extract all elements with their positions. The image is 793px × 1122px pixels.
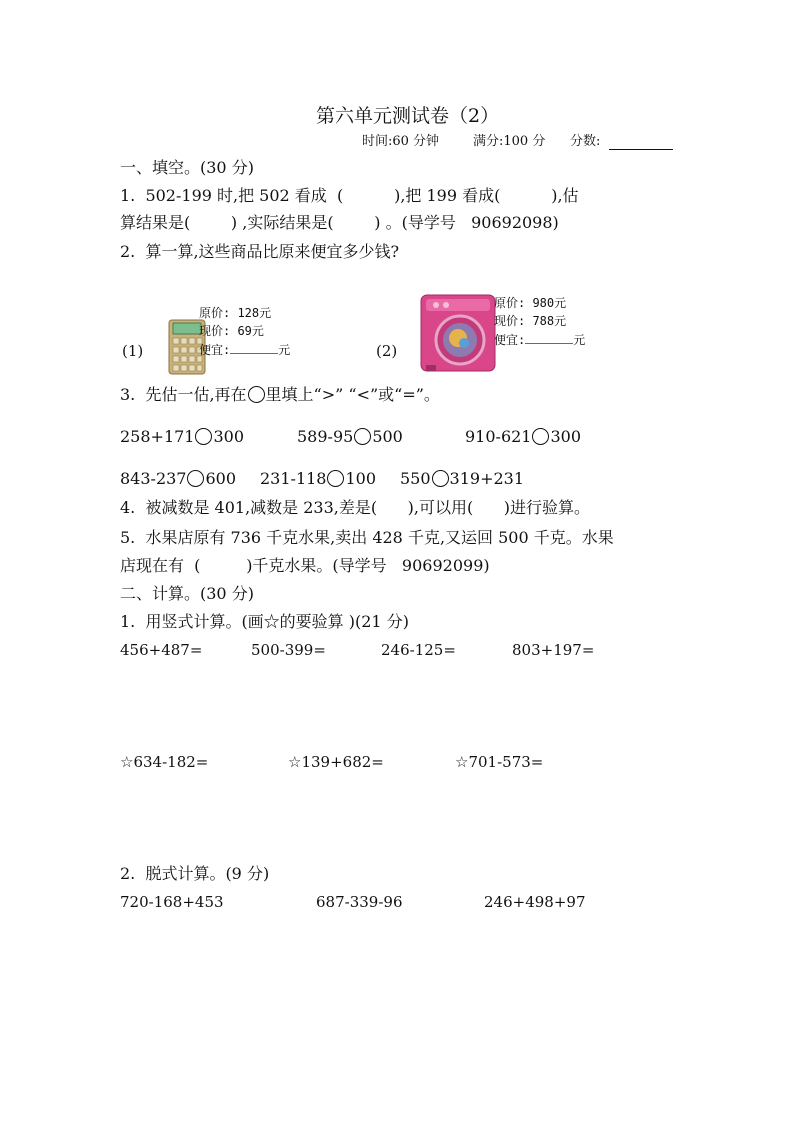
calculator-toy-image	[158, 300, 196, 356]
question-5-line-1: 5. 水果店原有 736 千克水果,卖出 428 千克,又运回 500 千克。水果	[120, 528, 614, 547]
compare-left: 258+171	[120, 427, 195, 446]
score-label: 分数:	[570, 134, 601, 149]
compare-circle-icon[interactable]	[532, 428, 549, 445]
item-1-original-price: 原价: 128元	[199, 306, 272, 320]
item-2-answer-blank[interactable]	[525, 331, 573, 344]
item-1-answer-blank[interactable]	[230, 341, 278, 354]
section-2-heading: 二、计算。(30 分)	[120, 584, 254, 603]
compare-circle-icon[interactable]	[432, 470, 449, 487]
page-title: 第六单元测试卷（2）	[316, 105, 500, 127]
vertical-calc-problem: 456+487=	[120, 641, 203, 659]
compare-item	[120, 469, 236, 489]
compare-item	[260, 469, 376, 489]
question-4: 4. 被减数是 401,减数是 233,差是( ),可以用( )进行验算。	[120, 498, 590, 517]
item-2-unit: 元	[573, 333, 586, 347]
compare-item	[120, 427, 244, 447]
compare-left: 589-95	[297, 427, 354, 446]
item-2-savings-label: 便宜:	[494, 333, 526, 347]
compare-item	[400, 469, 524, 489]
compare-circle-icon[interactable]	[354, 428, 371, 445]
compare-circle-icon[interactable]	[195, 428, 212, 445]
compare-right: 100	[345, 469, 377, 488]
compare-circle-icon	[248, 386, 265, 403]
stepwise-calc-problem: 687-339-96	[316, 893, 403, 911]
vertical-calc-check-problem: ☆634-182=	[120, 753, 209, 771]
item-2-number: (2)	[376, 342, 398, 360]
section-2-sub-1: 1. 用竖式计算。(画☆的要验算 )(21 分)	[120, 612, 409, 631]
question-3-suffix: 里填上“>” “<”或“=”。	[265, 385, 440, 404]
full-score: 满分:100 分	[473, 134, 546, 149]
item-1-number: (1)	[122, 342, 144, 360]
question-5-line-2: 店现在有 ( )千克水果。(导学号 90692099)	[120, 556, 490, 575]
compare-left: 843-237	[120, 469, 187, 488]
question-2: 2. 算一算,这些商品比原来便宜多少钱?	[120, 242, 400, 261]
score-blank[interactable]	[609, 149, 673, 150]
item-1-savings	[199, 341, 290, 359]
item-2-original-price: 原价: 980元	[494, 296, 567, 310]
compare-left: 231-118	[260, 469, 327, 488]
washing-machine-toy-image	[408, 274, 490, 356]
exam-time: 时间:60 分钟	[362, 134, 440, 149]
item-2-savings	[494, 331, 585, 349]
compare-right: 500	[372, 427, 403, 446]
vertical-calc-problem: 803+197=	[512, 641, 595, 659]
item-2-current-price: 现价: 788元	[494, 314, 567, 328]
vertical-calc-problem: 246-125=	[381, 641, 456, 659]
compare-circle-icon[interactable]	[187, 470, 204, 487]
compare-circle-icon[interactable]	[327, 470, 344, 487]
item-1-savings-label: 便宜:	[199, 343, 231, 357]
compare-right: 300	[550, 427, 582, 446]
compare-item	[465, 427, 581, 447]
vertical-calc-problem: 500-399=	[251, 641, 326, 659]
question-3	[120, 385, 440, 405]
item-1-unit: 元	[278, 343, 291, 357]
item-1-current-price: 现价: 69元	[199, 324, 264, 338]
compare-right: 319+231	[449, 469, 525, 488]
vertical-calc-check-problem: ☆139+682=	[288, 753, 384, 771]
compare-right: 600	[205, 469, 237, 488]
compare-right: 300	[213, 427, 245, 446]
compare-item	[297, 427, 403, 447]
question-1-line-2: 算结果是( ) ,实际结果是( ) 。(导学号 90692098)	[120, 213, 559, 232]
section-2-sub-2: 2. 脱式计算。(9 分)	[120, 864, 270, 883]
section-1-heading: 一、填空。(30 分)	[120, 158, 254, 177]
compare-left: 910-621	[465, 427, 532, 446]
question-1-line-1: 1. 502-199 时,把 502 看成 ( ),把 199 看成( ),估	[120, 186, 579, 205]
stepwise-calc-problem: 720-168+453	[120, 893, 224, 911]
compare-left: 550	[400, 469, 431, 488]
vertical-calc-check-problem: ☆701-573=	[455, 753, 544, 771]
stepwise-calc-problem: 246+498+97	[484, 893, 586, 911]
question-3-prefix: 3. 先估一估,再在	[120, 385, 247, 404]
